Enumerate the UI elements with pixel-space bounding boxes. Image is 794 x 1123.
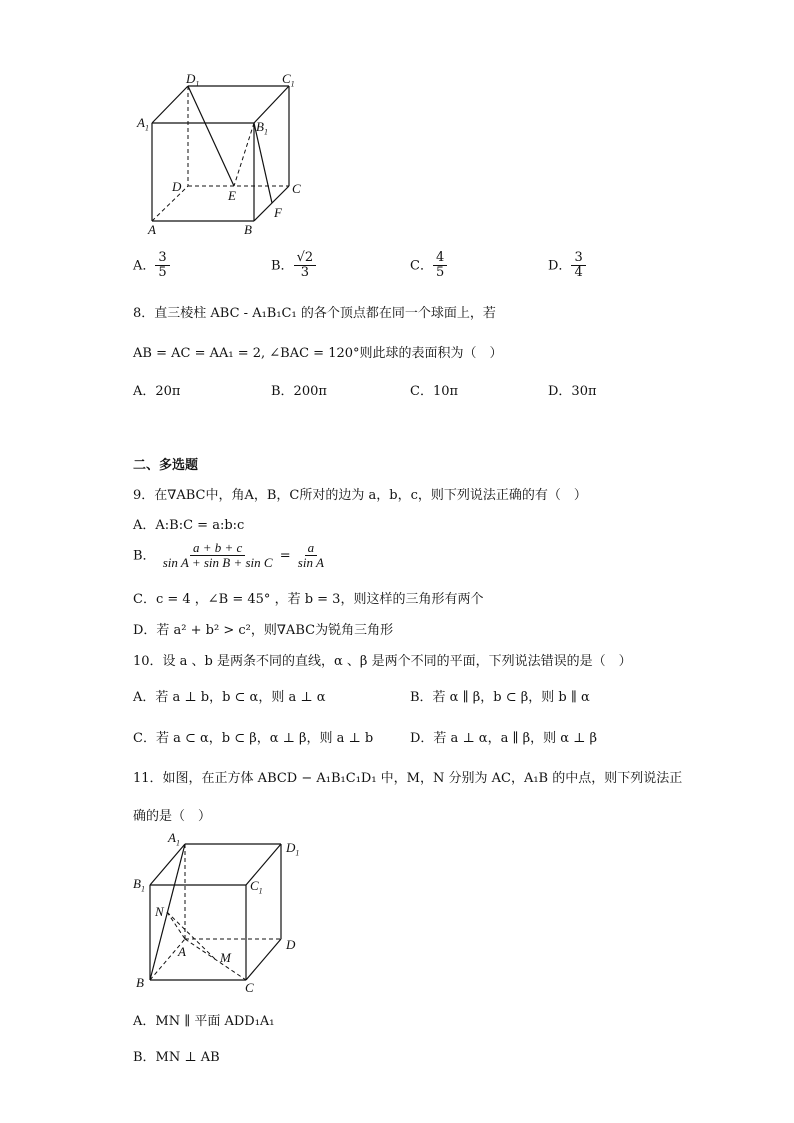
- edge-B1C1: [254, 86, 289, 123]
- q7-option-b[interactable]: B． $\frac{√2}{3}$: [271, 251, 316, 281]
- q9-option-c[interactable]: C．c = 4 ，∠B = 45° ，若 b = 3，则这样的三角形有两个: [133, 592, 484, 607]
- q8-option-b[interactable]: B．200π: [271, 384, 327, 399]
- label2-B: B: [136, 975, 144, 990]
- q9-option-b[interactable]: B． $\frac{a + b + c}{\text{sin A + sin B + sin C}}$ = $\frac{a}{\text{sin A}}$: [133, 540, 324, 571]
- q10-option-a[interactable]: A．若 a ⊥ b，b ⊂ α，则 a ⊥ α: [133, 690, 326, 705]
- q7-option-c[interactable]: C． $\frac{4}{5}$: [410, 251, 447, 281]
- q9-option-a[interactable]: A．A:B:C = a:b:c: [133, 518, 245, 533]
- q9-option-d[interactable]: D．若 a² + b² > c²，则∇ABC为锐角三角形: [133, 623, 394, 638]
- q8-option-a[interactable]: A．20π: [133, 384, 181, 399]
- q10-option-c[interactable]: C．若 a ⊂ α，b ⊂ β，α ⊥ β，则 a ⊥ b: [133, 731, 374, 746]
- label2-D1: $D_1$: [286, 840, 300, 858]
- edge-A1D1: [152, 86, 188, 123]
- label2-C: C: [245, 980, 254, 995]
- q11-line2: 确的是（ ）: [133, 809, 212, 824]
- q8-option-d[interactable]: D．30π: [548, 384, 597, 399]
- label-F: F: [274, 205, 282, 220]
- label2-A1: $A_1$: [168, 830, 180, 848]
- label-A1: $A_1$: [137, 115, 149, 133]
- q9-stem: 9．在∇ABC中，角A，B，C所对的边为 a，b，c，则下列说法正确的有（ ）: [133, 488, 587, 503]
- segment-B1E: [234, 123, 254, 186]
- q8-line1: 8．直三棱柱 ABC - A₁B₁C₁ 的各个顶点都在同一个球面上，若: [133, 306, 496, 321]
- q10-option-d[interactable]: D．若 a ⊥ α，a ∥ β，则 α ⊥ β: [410, 731, 598, 746]
- q11-line1: 11．如图，在正方体 ABCD − A₁B₁C₁D₁ 中，M，N 分别为 AC，A₁B 的中点，则下列说法正: [133, 771, 683, 786]
- q11-option-a[interactable]: A．MN ∥ 平面 ADD₁A₁: [133, 1014, 275, 1029]
- label-B: B: [244, 222, 252, 237]
- label2-D: D: [286, 937, 296, 952]
- label-A: A: [148, 222, 156, 237]
- section-heading-multi-choice: 二、多选题: [133, 458, 199, 473]
- label2-B1: $B_1$: [133, 876, 145, 894]
- q10-stem: 10．设 a 、b 是两条不同的直线，α 、β 是两个不同的平面，下列说法错误的是（ ）: [133, 654, 632, 669]
- label-C: C: [292, 181, 301, 196]
- edge-BC: [254, 186, 289, 221]
- q7-option-d[interactable]: D． $\frac{3}{4}$: [548, 251, 586, 281]
- label2-M: M: [220, 950, 231, 965]
- q7-option-a[interactable]: A． $\frac{3}{5}$: [133, 251, 170, 281]
- edge-AD: [152, 186, 188, 221]
- label-D: D: [172, 179, 182, 194]
- label-C1: $C_1$: [282, 71, 295, 89]
- label-B1: $B_1$: [256, 119, 268, 137]
- label2-C1: $C_1$: [250, 878, 263, 896]
- segment-D1E: [188, 86, 234, 186]
- q8-option-c[interactable]: C．10π: [410, 384, 459, 399]
- q11-option-b[interactable]: B．MN ⊥ AB: [133, 1050, 220, 1065]
- q8-line2: AB = AC = AA₁ = 2, ∠BAC = 120°则此球的表面积为（ ）: [133, 346, 503, 361]
- figure-cube-1: [130, 66, 310, 242]
- label-D1: $D_1$: [186, 71, 200, 89]
- label2-N: N: [155, 904, 164, 919]
- label-E: E: [228, 188, 236, 203]
- q10-option-b[interactable]: B．若 α ∥ β，b ⊂ β，则 b ∥ α: [410, 690, 590, 705]
- label2-A: A: [178, 944, 186, 959]
